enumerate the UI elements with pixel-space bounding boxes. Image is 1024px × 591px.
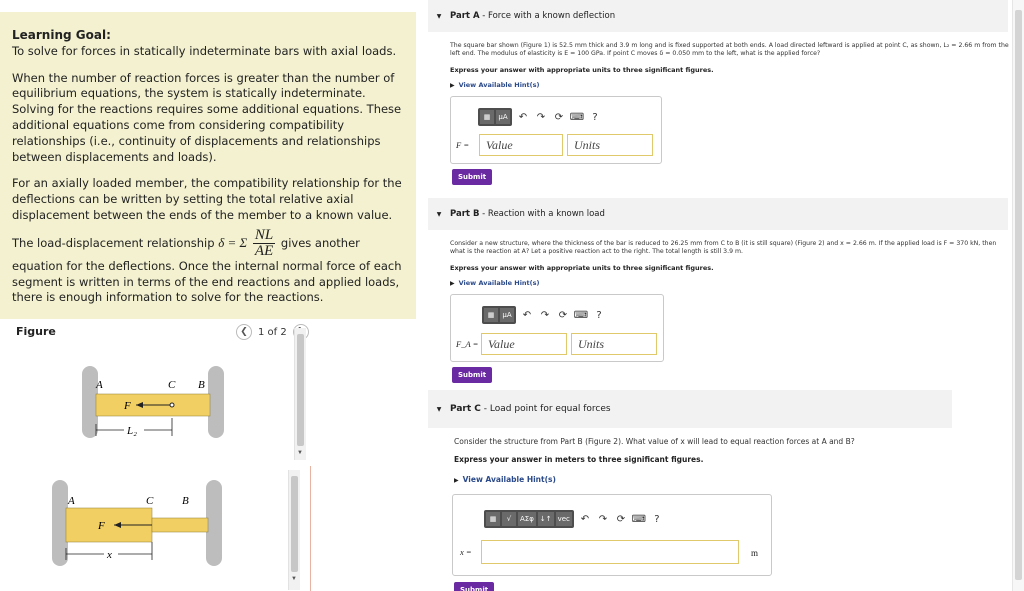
part-b-toolbar [482,306,606,324]
part-b-hints-label: View Available Hint(s) [458,279,540,287]
help-icon[interactable]: ? [596,309,602,321]
template-icon[interactable]: ▦ [480,110,494,124]
part-a-units-input[interactable] [567,134,653,156]
part-b-hints-link[interactable] [450,279,539,287]
units-button[interactable]: μA [496,110,510,124]
formula-after: gives another [280,235,360,250]
undo-icon[interactable]: ↶ [580,513,590,525]
reset-icon[interactable]: ⟳ [554,111,564,123]
part-b-header[interactable]: ▼ Part B - Reaction with a known load [428,198,1008,230]
dimension-label: L₂ [127,425,137,437]
point-a-label: A [96,379,103,391]
reset-icon[interactable]: ⟳ [616,513,626,525]
redo-icon[interactable]: ↷ [540,309,550,321]
math-button-group [484,510,574,528]
point-c-label: C [146,495,154,507]
formula-rest: equation for the deflections. Once the internal normal force of each segment is written in terms of the end reactions and applied loads, there is enough information to solve for the reactions. [12,258,402,305]
keyboard-icon[interactable]: ⌨ [631,513,647,525]
part-a-hints-label: View Available Hint(s) [458,81,540,89]
learning-goal-paragraph-1: When the number of reaction forces is greater than the number of equilibrium equations, the system is statically indeterminate. Solving for the reactions requires some additional equations. These additional equations come from considering compatibility relationships (i.e., continuity of displacements and relationships between displacements and loads). [12,70,402,164]
formula-lhs: δ = Σ [218,234,248,250]
part-a-value-input[interactable] [479,134,563,156]
collapse-icon[interactable]: ▼ [436,405,442,413]
force-label: F [124,400,131,412]
template-icon[interactable]: ▦ [486,512,500,526]
part-a-hints-link[interactable] [450,81,539,89]
collapse-icon[interactable]: ▼ [436,12,442,20]
point-b-label: B [182,495,189,507]
reset-icon[interactable]: ⟳ [558,309,568,321]
part-a-instructions: Express your answer with appropriate units to three significant figures. [450,66,714,74]
part-c-answer-input[interactable] [481,540,739,564]
keyboard-icon[interactable]: ⌨ [573,309,589,321]
template-icon[interactable]: ▦ [484,308,498,322]
figure-1-scroll-thumb[interactable] [297,334,304,446]
part-b-variable-label: F_A = [456,339,479,349]
point-c-label: C [168,379,176,391]
point-b-label: B [198,379,205,391]
part-c-instructions: Express your answer in meters to three significant figures. [454,455,704,464]
dimension-label: x [107,549,112,561]
right-wall [208,366,224,438]
page-scroll-thumb[interactable] [1015,10,1022,580]
part-a-submit-button[interactable]: Submit [452,169,492,185]
right-wall [206,480,222,566]
part-a-label: Part A [450,11,480,21]
caret-right-icon: ▶ [454,477,459,484]
figure-divider [310,466,311,591]
thin-bar [152,518,208,532]
collapse-icon[interactable]: ▼ [436,210,442,218]
figure-1-diagram [78,362,228,442]
left-wall [52,480,68,566]
learning-goal-paragraph-2: For an axially loaded member, the compatibility relationship for the deflections can be written by setting the total relative axial displacement between the ends of the member to a known value. [12,176,402,222]
part-c-toolbar [484,510,664,528]
part-b-title: Reaction with a known load [487,209,605,219]
part-c-hints-link[interactable] [454,475,556,484]
undo-icon[interactable]: ↶ [518,111,528,123]
part-c-header[interactable]: ▼ Part C - Load point for equal forces [428,390,952,428]
part-c-variable-label: x = [460,547,472,557]
redo-icon[interactable]: ↷ [536,111,546,123]
formula-intro: The load-displacement relationship [12,235,215,250]
part-b-value-input[interactable] [481,333,567,355]
formula-fraction [253,228,275,259]
part-c-submit-button[interactable]: Submit [454,582,494,591]
part-a-title: Force with a known deflection [488,11,616,21]
part-a-header[interactable]: ▼ Part A - Force with a known deflection [428,0,1008,32]
load-point [170,403,174,407]
point-a-label: A [68,495,75,507]
page-scrollbar[interactable] [1012,0,1024,591]
part-c-unit-label: m [751,548,759,558]
figure-label: Figure [16,325,56,338]
template-button-group [482,306,516,324]
part-c-label: Part C [450,404,481,414]
caret-right-icon: ▶ [450,280,455,287]
part-a-toolbar [478,108,602,126]
part-b-submit-button[interactable]: Submit [452,367,492,383]
part-b-description: Consider a new structure, where the thickness of the bar is reduced to 26.25 mm from C to B (it is still square) (Figure 2) and x = 2.66 m. If the applied load is F = 370 kN, then what is the reaction at A? Let a positive reaction act to the right. The total length is still 3.9 m. [450,240,997,255]
part-b-label: Part B [450,209,480,219]
learning-goal-paragraph-3 [12,228,404,306]
units-button[interactable]: μA [500,308,514,322]
scroll-down-icon[interactable]: ▼ [297,450,303,456]
undo-icon[interactable]: ↶ [522,309,532,321]
learning-goal-heading: Learning Goal: [12,28,111,42]
greek-symbols-button[interactable]: ΑΣφ [518,512,536,526]
template-button-group [478,108,512,126]
scroll-down-icon[interactable]: ▼ [291,576,297,582]
part-c-hints-label: View Available Hint(s) [462,475,556,484]
help-icon[interactable]: ? [654,513,660,525]
part-b-instructions: Express your answer with appropriate units to three significant figures. [450,264,714,272]
redo-icon[interactable]: ↷ [598,513,608,525]
formula-denominator: AE [254,242,274,259]
learning-goal-panel [0,12,416,319]
help-icon[interactable]: ? [592,111,598,123]
formula-numerator: NL [254,226,274,243]
sqrt-icon[interactable]: √ [502,512,516,526]
figure-2-scroll-thumb[interactable] [291,476,298,572]
part-a-description: The square bar shown (Figure 1) is 52.5 mm thick and 3.9 m long and is fixed supported at both ends. A load directed leftward is applied at point C, as shown, L₂ = 2.66 m from the left end. The modulus of elasticity is E = 100 GPa. If point C moves δ = 0.050 mm to the left, what is the applied force? [450,42,1009,57]
keyboard-icon[interactable]: ⌨ [569,111,585,123]
force-label: F [98,520,105,532]
learning-goal-text: To solve for forces in statically indeterminate bars with axial loads. [12,43,397,58]
figure-1-scrollbar[interactable] [294,328,306,460]
vector-button[interactable]: vec [556,512,572,526]
part-a-variable-label: F = [456,140,470,150]
caret-right-icon: ▶ [450,82,455,89]
part-c-title: Load point for equal forces [489,404,611,414]
chevron-left-icon[interactable]: ❮ [236,324,252,340]
figure-2-scrollbar[interactable] [288,470,300,590]
part-c-description: Consider the structure from Part B (Figure 2). What value of x will lead to equal reaction forces at A and B? [454,437,855,446]
sort-button[interactable]: ↓↑ [538,512,554,526]
figure-2-diagram [48,478,226,570]
left-wall [82,366,98,438]
figure-page-indicator: 1 of 2 [258,326,287,338]
part-b-units-input[interactable] [571,333,657,355]
